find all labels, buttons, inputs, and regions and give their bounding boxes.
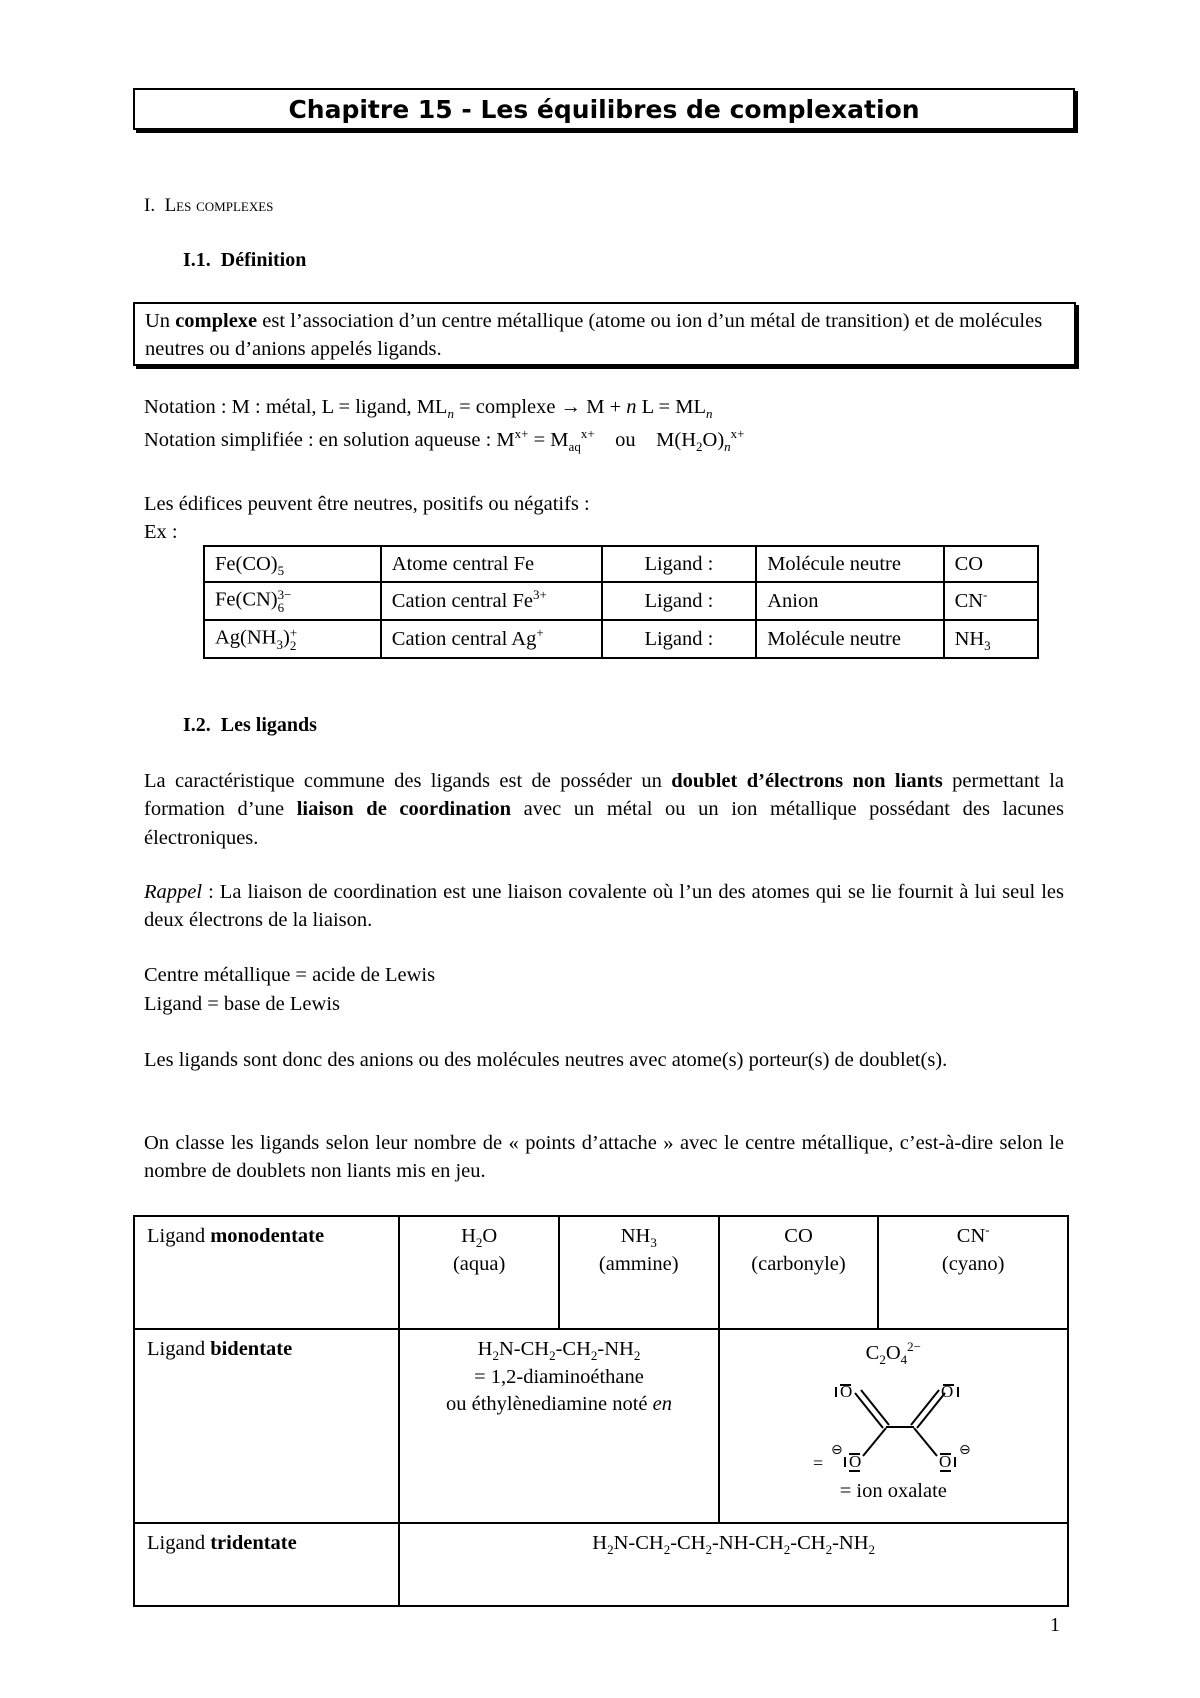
ligand-label-text: Ligand :	[644, 627, 714, 650]
definition-pre: Un	[145, 310, 176, 332]
en-f2: N-CH	[498, 1338, 550, 1360]
nh3-sub: 3	[650, 1235, 657, 1251]
carac-bold-2: liaison de coordination	[296, 798, 512, 821]
cell-monodentate-label	[134, 1216, 399, 1329]
example-center	[381, 546, 602, 582]
ox-o-3: O	[849, 1451, 862, 1471]
simplified-text-b: = M	[528, 429, 569, 451]
ox-sup: 2−	[907, 1339, 921, 1355]
notation-n-sub-2: n	[705, 406, 713, 422]
ox-minus-charge-2: ⊖	[959, 1441, 972, 1458]
nh3-name: (ammine)	[598, 1252, 679, 1275]
ligand-text: CN	[954, 589, 984, 612]
example-row	[204, 582, 1038, 620]
cell-cn	[878, 1216, 1068, 1329]
tri-s6: 2	[868, 1542, 876, 1558]
subsection-label: Définition	[220, 249, 307, 271]
en-symbol: en	[652, 1393, 672, 1416]
notation-text-a: Notation : M : métal, L = ligand, ML	[144, 396, 448, 418]
formula-sub: 5	[277, 562, 285, 578]
ox-equals: =	[813, 1452, 824, 1473]
example-formula	[204, 582, 381, 620]
definition-text: est l’association d’un centre métallique (atome ou ion d’un métal de transition) et de molécules neutres ou d’anions appelés ligands.	[145, 310, 1043, 360]
ligand-text: CO	[954, 552, 984, 575]
cell-h2o	[399, 1216, 559, 1329]
lewis-acid-line: Centre métallique = acide de Lewis	[144, 964, 436, 986]
mono-pre: Ligand	[147, 1225, 211, 1247]
example-type	[756, 620, 943, 658]
rappel-text: : La liaison de coordination est une liaison covalente où l’un des atomes qui se lie fournit à lui seul les deux électrons de la liaison.	[144, 881, 1064, 932]
ex-label: Ex :	[144, 521, 178, 543]
anions-paragraph: Les ligands sont donc des anions ou des molécules neutres avec atome(s) porteur(s) de doublet(s).	[144, 1049, 948, 1071]
mono-bold: monodentate	[210, 1225, 325, 1247]
tri-bold: tridentate	[210, 1532, 297, 1554]
hydrate-charge: x+	[730, 426, 745, 442]
ligand-label-text: Ligand :	[644, 552, 714, 575]
en-alt: ou éthylènediamine noté	[445, 1393, 653, 1416]
cell-co	[719, 1216, 879, 1329]
subsection-heading-1-2	[183, 712, 317, 739]
formula-charge: 3−	[277, 587, 292, 602]
tri-a: H	[592, 1532, 608, 1554]
lewis-base-line: Ligand = base de Lewis	[144, 993, 341, 1015]
oxalate-name: = ion oxalate	[839, 1479, 947, 1502]
example-ligand-label	[602, 620, 757, 658]
example-ligand	[944, 620, 1038, 658]
row-monodentate	[134, 1216, 1068, 1329]
notation-text-c: L = ML	[636, 396, 706, 418]
tri-f: -NH	[832, 1532, 869, 1554]
aq-sub: aq	[568, 439, 581, 455]
example-type	[756, 546, 943, 582]
example-ligand-label	[602, 582, 757, 620]
en-s1: 2	[492, 1348, 499, 1364]
formula-count: 2	[289, 638, 297, 653]
en-f1: H	[477, 1338, 493, 1360]
rappel-paragraph	[144, 878, 1064, 935]
formula-base: Fe(CO)	[215, 552, 278, 575]
example-row	[204, 620, 1038, 658]
en-name: = 1,2-diaminoéthane	[474, 1365, 644, 1388]
nh3-a: NH	[620, 1225, 651, 1247]
notation-text-b: = complexe → M +	[453, 396, 627, 418]
cell-dien	[399, 1523, 1068, 1606]
tri-b: N-CH	[613, 1532, 664, 1554]
center-text: Cation central Ag	[391, 627, 537, 650]
tri-c: -CH	[670, 1532, 706, 1554]
tri-e: -CH	[790, 1532, 826, 1554]
simplified-notation-line	[144, 426, 1064, 454]
carac-e: avec un métal ou un ion métallique possédant des lacunes électroniques.	[144, 798, 1065, 849]
tri-s5: 2	[825, 1542, 833, 1558]
formula-charge: +	[289, 625, 298, 640]
hydrate-sub: 2	[696, 439, 703, 455]
cell-tridentate-label	[134, 1523, 399, 1606]
bi-bold: bidentate	[210, 1338, 293, 1360]
tri-s2: 2	[663, 1542, 671, 1558]
notation-n: n	[626, 396, 637, 418]
co-name: (carbonyle)	[751, 1252, 846, 1275]
ou-text: ou	[615, 429, 636, 451]
ligand-sup: -	[983, 586, 988, 602]
ox-sub: 4	[900, 1352, 908, 1368]
tri-s3: 2	[705, 1542, 713, 1558]
cell-bidentate-label	[134, 1329, 399, 1523]
en-f3: -CH	[555, 1338, 591, 1360]
cn-name: (cyano)	[941, 1252, 1005, 1275]
simplified-text-a: Notation simplifiée : en solution aqueuse : M	[144, 429, 515, 451]
rappel-label: Rappel	[144, 881, 203, 903]
carac-a: La caractéristique commune des ligands est de posséder un	[144, 770, 672, 792]
oxalate-structure	[793, 1368, 993, 1478]
center-charge: +	[536, 624, 544, 640]
carac-bold-1: doublet d’électrons non liants	[671, 770, 943, 792]
cn-sup: -	[985, 1222, 990, 1238]
example-row	[204, 546, 1038, 582]
en-s2: 2	[549, 1348, 556, 1364]
center-charge: 3+	[532, 586, 547, 602]
oxalate-formula	[732, 1340, 1055, 1368]
hydrate-text-b: O)	[702, 429, 725, 451]
example-ligand-label	[602, 546, 757, 582]
bi-pre: Ligand	[147, 1338, 211, 1360]
classification-paragraph: On classe les ligands selon leur nombre de « points d’attache » avec le centre métallique, c’est-à-dire selon le nombre de doublets non liants mis en jeu.	[144, 1132, 1064, 1183]
notation-n-sub: n	[447, 406, 454, 422]
en-f4: -NH	[597, 1338, 634, 1360]
ox-a: C	[865, 1342, 880, 1364]
formula-sub: 3	[276, 636, 283, 652]
section-label: Les complexes	[164, 195, 274, 216]
example-ligand	[944, 582, 1038, 620]
section-heading-1	[144, 193, 273, 219]
example-formula	[204, 546, 381, 582]
type-text: Molécule neutre	[767, 627, 901, 650]
ox-b: O	[885, 1342, 901, 1364]
hydrate-text-a: M(H	[656, 429, 697, 451]
type-text: Molécule neutre	[767, 552, 901, 575]
ox-s: 2	[879, 1352, 886, 1368]
en-s4: 2	[633, 1348, 641, 1364]
cell-oxalate	[719, 1329, 1068, 1523]
tri-s4: 2	[783, 1542, 791, 1558]
ox-o-2: O	[941, 1381, 954, 1401]
center-text: Atome central Fe	[391, 552, 535, 575]
cell-en	[399, 1329, 718, 1523]
chapter-title-text: Chapitre 15 - Les équilibres de complexation	[288, 94, 920, 124]
section-number: I.	[144, 195, 156, 216]
carac-c: permettant la formation d’une	[144, 770, 1064, 821]
tri-pre: Ligand	[147, 1532, 211, 1554]
examples-table	[203, 545, 1039, 659]
charge-sup-2: x+	[580, 426, 595, 442]
h2o-b: O	[482, 1225, 498, 1247]
edifices-text: Les édifices peuvent être neutres, positifs ou négatifs :	[144, 493, 590, 515]
ligand-text: NH	[954, 627, 985, 650]
example-center	[381, 620, 602, 658]
cell-nh3	[559, 1216, 719, 1329]
formula-base: Ag(NH	[215, 626, 277, 649]
ligand-label-text: Ligand :	[644, 589, 714, 612]
definition-box	[133, 302, 1076, 366]
ox-minus-charge-1: ⊖	[831, 1441, 844, 1458]
subsection-number: I.2.	[183, 714, 211, 736]
tri-s1: 2	[607, 1542, 614, 1558]
subsection-label: Les ligands	[220, 714, 317, 736]
ligands-table	[133, 1215, 1069, 1607]
subsection-heading-1-1	[183, 247, 306, 274]
formula-base: Fe(CN)	[215, 588, 278, 611]
cn-a: CN	[956, 1225, 986, 1247]
formula-sub: 6	[277, 600, 285, 615]
example-formula: $Ag(NH_3)+$ 2	[204, 620, 381, 658]
ox-o-1: O	[840, 1381, 853, 1401]
definition-keyword: complexe	[175, 310, 258, 332]
notation-line	[144, 393, 1064, 421]
chapter-title	[133, 88, 1075, 130]
tri-d: -NH-CH	[712, 1532, 784, 1554]
row-tridentate	[134, 1523, 1068, 1606]
ligand-sub: 3	[984, 637, 991, 653]
en-s3: 2	[590, 1348, 598, 1364]
charge-sup: x+	[514, 426, 529, 442]
row-bidentate	[134, 1329, 1068, 1523]
ligand-characteristic-paragraph	[144, 767, 1064, 852]
ox-o-4: O	[939, 1451, 952, 1471]
hydrate-n-sub: n	[724, 439, 731, 455]
h2o-name: (aqua)	[452, 1252, 506, 1275]
h2o-sub: 2	[475, 1235, 483, 1251]
example-type	[756, 582, 943, 620]
example-center	[381, 582, 602, 620]
h2o-a: H	[461, 1225, 476, 1247]
subsection-number: I.1.	[183, 249, 211, 271]
example-ligand	[944, 546, 1038, 582]
page-number: 1	[1050, 1614, 1060, 1636]
type-text: Anion	[767, 589, 819, 612]
co-a: CO	[784, 1225, 813, 1247]
center-text: Cation central Fe	[391, 589, 533, 612]
